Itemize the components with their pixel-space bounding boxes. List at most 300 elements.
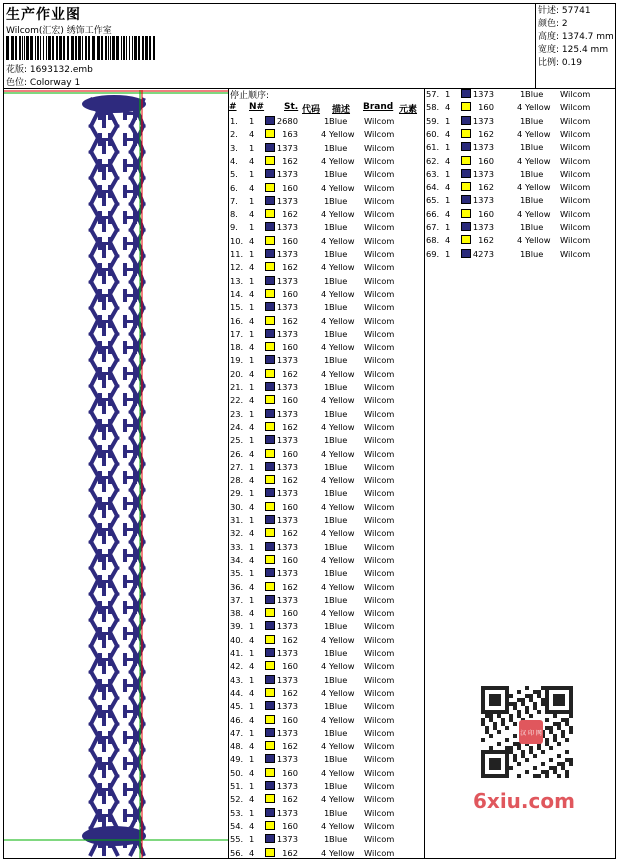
stop-index: 3. xyxy=(230,142,238,153)
stop-index: 4. xyxy=(230,155,238,166)
stop-brand: Wilcom xyxy=(364,781,395,791)
stop-needle: 4 xyxy=(249,687,255,698)
stop-brand: Wilcom xyxy=(364,315,395,326)
stop-color-code: 1 xyxy=(520,168,526,179)
stop-needle: 4 xyxy=(249,847,255,858)
stop-row xyxy=(230,754,425,765)
stop-brand: Wilcom xyxy=(560,89,591,99)
stop-color-desc: Blue xyxy=(329,142,348,153)
stop-brand: Wilcom xyxy=(364,754,395,765)
stop-needle: 4 xyxy=(249,714,255,725)
stop-needle: 4 xyxy=(249,820,255,831)
stop-brand: Wilcom xyxy=(364,209,395,220)
stop-needle: 1 xyxy=(249,541,255,552)
stop-color-desc: Yellow xyxy=(329,501,355,512)
stop-row xyxy=(230,502,425,513)
stop-color-code: 4 xyxy=(517,128,523,139)
stop-brand: Wilcom xyxy=(364,714,395,725)
stop-index: 54. xyxy=(230,820,244,831)
stop-stitch-count: 162 xyxy=(282,155,298,166)
stop-index: 41. xyxy=(230,648,244,658)
stop-color-desc: Yellow xyxy=(329,581,355,592)
stop-stitch-count: 1373 xyxy=(472,195,494,206)
stop-brand: Wilcom xyxy=(364,182,395,193)
stop-brand: Wilcom xyxy=(364,767,395,778)
stop-index: 44. xyxy=(230,687,244,698)
stop-row xyxy=(426,249,620,260)
stop-needle: 4 xyxy=(249,634,255,645)
stop-color-code: 4 xyxy=(321,421,327,432)
stop-stitch-count: 1373 xyxy=(276,142,298,153)
stop-color-desc: Yellow xyxy=(329,182,355,193)
stop-stitch-count: 4273 xyxy=(472,248,494,259)
stop-stitch-count: 1373 xyxy=(276,648,298,658)
stop-row xyxy=(230,834,425,845)
stop-color-code: 4 xyxy=(321,315,327,326)
stop-index: 47. xyxy=(230,727,244,738)
stop-color-code: 1 xyxy=(324,488,330,499)
stop-needle: 1 xyxy=(249,674,255,685)
stop-color-desc: Blue xyxy=(329,727,348,738)
stop-color-code: 4 xyxy=(321,554,327,565)
stop-stitch-count: 1373 xyxy=(472,115,494,126)
stop-brand: Wilcom xyxy=(364,129,395,140)
stop-brand: Wilcom xyxy=(560,142,591,153)
stop-color-code: 1 xyxy=(324,674,330,685)
design-file-name: 1693132.emb xyxy=(29,65,93,75)
stop-needle: 1 xyxy=(249,222,255,233)
stop-needle: 4 xyxy=(445,235,451,246)
stop-needle: 4 xyxy=(249,262,255,273)
stop-brand: Wilcom xyxy=(364,302,395,313)
stop-stitch-count: 1373 xyxy=(276,834,298,845)
stop-color-desc: Blue xyxy=(329,275,348,286)
stop-needle: 1 xyxy=(249,408,255,419)
stop-brand: Wilcom xyxy=(364,382,395,392)
col-header-desc: 描述 xyxy=(332,105,351,115)
width-value: 125.4 mm xyxy=(561,45,609,55)
stop-row xyxy=(426,195,620,206)
stop-color-desc: Yellow xyxy=(329,448,355,459)
stop-index: 1. xyxy=(230,116,238,126)
colorway-label: 色位: xyxy=(6,78,28,88)
stop-row xyxy=(230,302,425,313)
stop-row xyxy=(230,143,425,154)
stop-row xyxy=(230,369,425,380)
qr-badge-text: 汉 印 网 xyxy=(520,730,542,737)
stop-index: 23. xyxy=(230,408,244,419)
design-stats xyxy=(538,5,614,70)
col-header-code: 代码 xyxy=(302,105,321,115)
stop-index: 12. xyxy=(230,262,244,273)
stop-color-code: 1 xyxy=(324,408,330,419)
stop-color-desc: Yellow xyxy=(329,421,355,432)
stop-stitch-count: 1373 xyxy=(276,621,298,632)
stop-needle: 1 xyxy=(249,382,255,392)
stop-color-code: 4 xyxy=(321,820,327,831)
stop-row xyxy=(230,435,425,446)
stop-stitch-count: 160 xyxy=(478,208,494,219)
stop-needle: 4 xyxy=(445,128,451,139)
stop-color-desc: Yellow xyxy=(329,262,355,273)
stop-stitch-count: 1373 xyxy=(472,222,494,232)
stop-color-desc: Yellow xyxy=(329,847,355,858)
stop-row xyxy=(230,329,425,340)
stop-index: 26. xyxy=(230,448,244,459)
stop-brand: Wilcom xyxy=(364,501,395,512)
stop-row xyxy=(230,355,425,366)
stop-row xyxy=(230,116,425,127)
stop-index: 43. xyxy=(230,674,244,685)
stop-color-code: 4 xyxy=(321,235,327,246)
design-file-label: 花版: xyxy=(6,65,28,75)
stop-color-desc: Blue xyxy=(329,328,348,339)
stop-color-desc: Blue xyxy=(329,621,348,632)
stop-index: 11. xyxy=(230,249,244,259)
stitch-count-line xyxy=(538,5,614,18)
stop-brand: Wilcom xyxy=(364,834,395,845)
col-header-brand: Brand xyxy=(363,102,394,112)
stop-row xyxy=(426,169,620,180)
stop-row xyxy=(230,582,425,593)
stop-color-desc: Blue xyxy=(329,834,348,845)
stop-index: 2. xyxy=(230,129,238,140)
stop-brand: Wilcom xyxy=(364,727,395,738)
stop-stitch-count: 160 xyxy=(282,342,298,353)
stop-color-code: 4 xyxy=(321,608,327,619)
stop-row xyxy=(230,409,425,420)
stop-color-code: 1 xyxy=(324,515,330,525)
stop-index: 37. xyxy=(230,594,244,605)
col-header-stitches: St. xyxy=(284,102,299,112)
stop-stitch-count: 162 xyxy=(478,128,494,139)
stop-stitch-count: 162 xyxy=(282,262,298,273)
stop-brand: Wilcom xyxy=(364,155,395,166)
stop-brand: Wilcom xyxy=(364,807,395,818)
stop-brand: Wilcom xyxy=(560,222,591,232)
stop-color-desc: Blue xyxy=(329,355,348,366)
stop-index: 42. xyxy=(230,661,244,672)
stitch-count-label: 针述: xyxy=(538,6,560,16)
stop-brand: Wilcom xyxy=(364,581,395,592)
stop-needle: 1 xyxy=(249,355,255,366)
stop-color-desc: Yellow xyxy=(329,342,355,353)
stop-index: 65. xyxy=(426,195,440,206)
stop-color-desc: Blue xyxy=(525,168,544,179)
stop-color-desc: Yellow xyxy=(329,741,355,752)
stop-row xyxy=(230,196,425,207)
stop-color-code: 1 xyxy=(324,302,330,313)
stop-stitch-count: 160 xyxy=(282,182,298,193)
site-logo: 6xiu.com xyxy=(473,789,575,813)
stop-row xyxy=(230,382,425,393)
stop-brand: Wilcom xyxy=(364,528,395,539)
stop-color-code: 1 xyxy=(324,142,330,153)
qr-code xyxy=(471,682,585,782)
stop-color-code: 1 xyxy=(324,116,330,126)
stop-stitch-count: 1373 xyxy=(276,515,298,525)
stop-needle: 1 xyxy=(445,89,451,99)
stop-needle: 1 xyxy=(445,248,451,259)
stop-row xyxy=(230,236,425,247)
stop-color-code: 4 xyxy=(517,102,523,113)
stop-stitch-count: 1373 xyxy=(276,222,298,233)
ratio-line xyxy=(538,57,614,70)
stop-color-code: 4 xyxy=(321,395,327,406)
stop-brand: Wilcom xyxy=(364,328,395,339)
stop-brand: Wilcom xyxy=(364,621,395,632)
stop-needle: 1 xyxy=(249,515,255,525)
stop-needle: 1 xyxy=(249,195,255,206)
stop-brand: Wilcom xyxy=(364,249,395,259)
stop-color-desc: Yellow xyxy=(329,634,355,645)
stop-needle: 1 xyxy=(249,648,255,658)
stop-color-code: 1 xyxy=(324,754,330,765)
stop-row xyxy=(426,142,620,153)
stop-color-desc: Blue xyxy=(329,302,348,313)
stop-color-code: 1 xyxy=(324,169,330,180)
stop-color-desc: Yellow xyxy=(329,687,355,698)
stop-color-desc: Yellow xyxy=(329,129,355,140)
stop-color-desc: Yellow xyxy=(525,182,551,193)
stop-row xyxy=(230,488,425,499)
stop-needle: 4 xyxy=(249,421,255,432)
stop-color-desc: Blue xyxy=(329,249,348,259)
stop-stitch-count: 1373 xyxy=(276,328,298,339)
stop-color-code: 4 xyxy=(321,129,327,140)
stop-color-desc: Yellow xyxy=(329,714,355,725)
stop-stitch-count: 1373 xyxy=(276,195,298,206)
stop-color-desc: Blue xyxy=(329,169,348,180)
stop-stitch-count: 1373 xyxy=(472,142,494,153)
stop-color-desc: Blue xyxy=(329,807,348,818)
stop-color-desc: Yellow xyxy=(329,661,355,672)
stop-brand: Wilcom xyxy=(364,608,395,619)
stop-stitch-count: 1373 xyxy=(276,488,298,499)
stop-brand: Wilcom xyxy=(364,368,395,379)
stop-row xyxy=(426,116,620,127)
stop-color-desc: Yellow xyxy=(329,209,355,220)
stop-stitch-count: 162 xyxy=(282,368,298,379)
stop-brand: Wilcom xyxy=(560,155,591,166)
stop-color-code: 4 xyxy=(517,235,523,246)
stop-stitch-count: 160 xyxy=(282,501,298,512)
stop-color-desc: Blue xyxy=(329,648,348,658)
stop-brand: Wilcom xyxy=(364,288,395,299)
stop-index: 52. xyxy=(230,794,244,805)
stop-index: 9. xyxy=(230,222,238,233)
stop-color-code: 4 xyxy=(321,501,327,512)
stop-row xyxy=(230,422,425,433)
stop-color-code: 1 xyxy=(324,275,330,286)
stop-needle: 1 xyxy=(249,328,255,339)
stop-brand: Wilcom xyxy=(364,475,395,486)
stop-stitch-count: 1373 xyxy=(276,781,298,791)
stop-needle: 1 xyxy=(249,568,255,579)
stop-needle: 4 xyxy=(249,129,255,140)
stop-color-code: 4 xyxy=(321,847,327,858)
col-header-needle: N# xyxy=(249,102,265,112)
stop-brand: Wilcom xyxy=(364,355,395,366)
stop-row xyxy=(230,715,425,726)
stop-index: 36. xyxy=(230,581,244,592)
stop-row xyxy=(230,635,425,646)
stop-row xyxy=(230,568,425,579)
stop-index: 15. xyxy=(230,302,244,313)
stop-brand: Wilcom xyxy=(364,435,395,446)
stop-brand: Wilcom xyxy=(560,115,591,126)
stop-stitch-count: 1373 xyxy=(276,568,298,579)
stop-stitch-count: 160 xyxy=(282,661,298,672)
stop-color-code: 4 xyxy=(517,155,523,166)
stop-color-desc: Yellow xyxy=(329,528,355,539)
stop-needle: 1 xyxy=(445,195,451,206)
stop-stitch-count: 160 xyxy=(282,235,298,246)
stop-needle: 1 xyxy=(249,834,255,845)
stop-color-code: 4 xyxy=(321,342,327,353)
stop-color-code: 1 xyxy=(324,727,330,738)
stop-index: 29. xyxy=(230,488,244,499)
stop-stitch-count: 1373 xyxy=(276,408,298,419)
stop-brand: Wilcom xyxy=(364,634,395,645)
stop-stitch-count: 1373 xyxy=(472,89,494,99)
width-label: 宽度: xyxy=(538,45,560,55)
stop-row xyxy=(230,276,425,287)
stop-stitch-count: 1373 xyxy=(276,169,298,180)
stop-index: 24. xyxy=(230,421,244,432)
stop-color-desc: Blue xyxy=(329,515,348,525)
stop-brand: Wilcom xyxy=(364,674,395,685)
height-value: 1374.7 mm xyxy=(561,32,614,42)
stop-index: 58. xyxy=(426,102,440,113)
stop-color-desc: Blue xyxy=(525,89,544,99)
stop-index: 61. xyxy=(426,142,440,153)
stop-color-desc: Blue xyxy=(329,701,348,712)
stop-color-code: 1 xyxy=(520,195,526,206)
stop-color-code: 1 xyxy=(520,142,526,153)
stop-brand: Wilcom xyxy=(560,128,591,139)
stop-stitch-count: 162 xyxy=(282,634,298,645)
stop-index: 63. xyxy=(426,168,440,179)
stop-color-code: 4 xyxy=(517,208,523,219)
stop-row xyxy=(230,794,425,805)
stop-index: 57. xyxy=(426,89,440,99)
stop-color-code: 1 xyxy=(324,594,330,605)
stop-color-desc: Yellow xyxy=(329,794,355,805)
stop-needle: 4 xyxy=(249,155,255,166)
stop-row xyxy=(230,528,425,539)
stop-brand: Wilcom xyxy=(364,568,395,579)
stop-color-desc: Yellow xyxy=(525,235,551,246)
stop-needle: 4 xyxy=(249,661,255,672)
stop-color-desc: Blue xyxy=(329,488,348,499)
stop-index: 39. xyxy=(230,621,244,632)
stop-stitch-count: 163 xyxy=(282,129,298,140)
stats-divider xyxy=(535,3,536,88)
stop-stitch-count: 1373 xyxy=(276,541,298,552)
stop-row xyxy=(426,235,620,246)
design-file-line xyxy=(6,62,93,75)
stop-color-code: 4 xyxy=(321,687,327,698)
stop-row xyxy=(230,316,425,327)
stop-row xyxy=(230,661,425,672)
stop-row xyxy=(426,209,620,220)
stop-brand: Wilcom xyxy=(364,235,395,246)
stop-needle: 4 xyxy=(249,608,255,619)
stop-stitch-count: 1373 xyxy=(276,461,298,472)
stop-color-code: 4 xyxy=(321,262,327,273)
stop-stitch-count: 1373 xyxy=(276,594,298,605)
stop-needle: 4 xyxy=(249,554,255,565)
stop-index: 22. xyxy=(230,395,244,406)
stop-stitch-count: 162 xyxy=(478,182,494,193)
stop-color-desc: Blue xyxy=(525,222,544,232)
stop-color-code: 4 xyxy=(321,714,327,725)
stop-needle: 1 xyxy=(445,222,451,232)
stop-index: 19. xyxy=(230,355,244,366)
stop-stitch-count: 162 xyxy=(282,475,298,486)
stop-index: 64. xyxy=(426,182,440,193)
stop-stitch-count: 160 xyxy=(282,714,298,725)
stop-needle: 1 xyxy=(445,142,451,153)
stop-stitch-count: 1373 xyxy=(472,168,494,179)
stop-color-desc: Blue xyxy=(329,541,348,552)
stop-color-desc: Blue xyxy=(329,568,348,579)
stop-color-code: 1 xyxy=(324,328,330,339)
sequence-column-headers xyxy=(229,102,424,113)
stop-needle: 4 xyxy=(249,209,255,220)
stop-color-code: 4 xyxy=(321,448,327,459)
stop-brand: Wilcom xyxy=(364,488,395,499)
stop-brand: Wilcom xyxy=(560,248,591,259)
col-header-element: 元素 xyxy=(399,105,418,115)
stop-index: 21. xyxy=(230,382,244,392)
stop-color-code: 1 xyxy=(324,621,330,632)
stop-row xyxy=(230,555,425,566)
stop-brand: Wilcom xyxy=(364,594,395,605)
stop-row xyxy=(230,741,425,752)
stop-index: 31. xyxy=(230,515,244,525)
stop-index: 35. xyxy=(230,568,244,579)
stop-needle: 1 xyxy=(445,115,451,126)
stop-row xyxy=(426,89,620,100)
stop-brand: Wilcom xyxy=(560,235,591,246)
stop-stitch-count: 1373 xyxy=(276,701,298,712)
stop-needle: 4 xyxy=(445,155,451,166)
design-top-cap xyxy=(82,95,146,113)
stop-stitch-count: 160 xyxy=(478,155,494,166)
stop-needle: 1 xyxy=(249,169,255,180)
stop-row xyxy=(230,156,425,167)
stop-brand: Wilcom xyxy=(364,794,395,805)
stop-brand: Wilcom xyxy=(560,102,591,113)
stop-color-code: 1 xyxy=(324,834,330,845)
stop-needle: 1 xyxy=(249,621,255,632)
stop-row xyxy=(426,222,620,233)
stop-index: 10. xyxy=(230,235,244,246)
stop-stitch-count: 162 xyxy=(478,235,494,246)
height-line xyxy=(538,31,614,44)
stop-color-desc: Yellow xyxy=(525,128,551,139)
stop-stitch-count: 1373 xyxy=(276,435,298,446)
height-label: 高度: xyxy=(538,32,560,42)
stop-row xyxy=(230,542,425,553)
stop-brand: Wilcom xyxy=(364,687,395,698)
stop-color-code: 1 xyxy=(324,249,330,259)
colorway-line xyxy=(6,75,80,88)
stop-color-desc: Blue xyxy=(329,195,348,206)
stop-stitch-count: 1373 xyxy=(276,807,298,818)
